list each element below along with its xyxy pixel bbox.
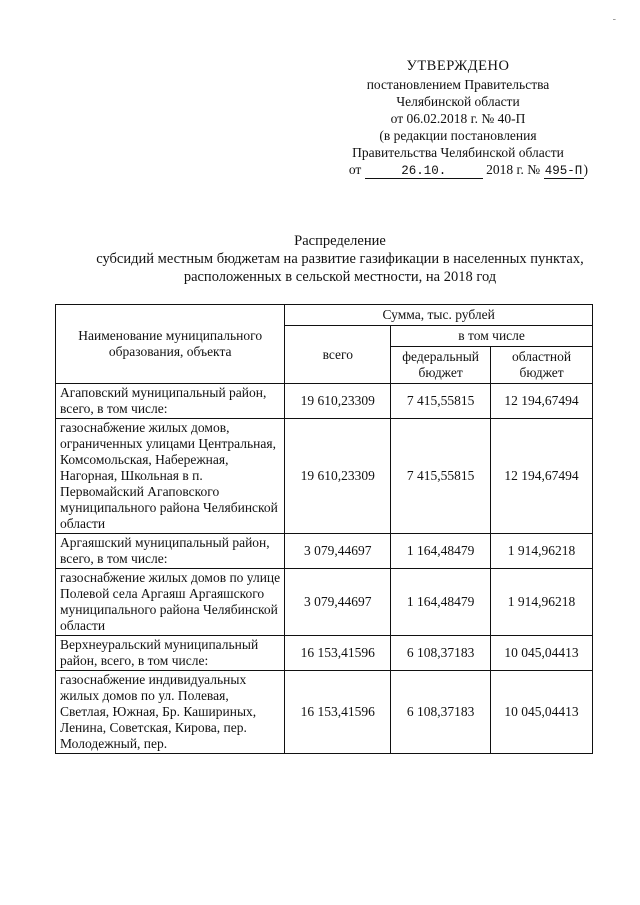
row-name: газоснабжение жилых домов, ограниченных улицами Центральная, Комсомольская, Набережная, Нагорная, Школьная в п. Первомайский Агаповского муниципального района Челябинской области <box>56 419 285 534</box>
table-row <box>56 671 593 754</box>
row-total: 16 153,41596 <box>285 671 391 754</box>
table-row <box>56 419 593 534</box>
row-regional: 1 914,96218 <box>491 534 593 569</box>
row-federal: 6 108,37183 <box>391 671 491 754</box>
row-total: 19 610,23309 <box>285 419 391 534</box>
date-suffix: 2018 г. № <box>486 162 541 177</box>
title-line: Распределение <box>294 233 386 249</box>
row-name: Верхнеуральский муниципальный район, всего, в том числе: <box>56 636 285 671</box>
row-regional: 10 045,04413 <box>491 671 593 754</box>
corner-mark: - <box>612 14 616 25</box>
row-total: 19 610,23309 <box>285 384 391 419</box>
row-regional: 1 914,96218 <box>491 569 593 636</box>
row-name: Аргаяшский муниципальный район, всего, в том числе: <box>56 534 285 569</box>
distribution-table <box>55 304 593 754</box>
approval-line: от 06.02.2018 г. № 40-П <box>390 111 526 126</box>
header-sum: Сумма, тыс. рублей <box>285 305 593 326</box>
row-federal: 7 415,55815 <box>391 384 491 419</box>
row-regional: 12 194,67494 <box>491 419 593 534</box>
header-federal: федеральный бюджет <box>391 347 491 384</box>
date-prefix: от <box>348 162 362 177</box>
table-row <box>56 636 593 671</box>
approval-line: Челябинской области <box>396 94 520 109</box>
row-name: газоснабжение жилых домов по улице Полевой села Аргаяш Аргаяшского муниципального района Челябинской области <box>56 569 285 636</box>
amendment-date-line <box>328 161 588 179</box>
header-total: всего <box>285 326 391 384</box>
row-name: газоснабжение индивидуальных жилых домов по ул. Полевая, Светлая, Южная, Бр. Кашириных, Ленина, Советская, Кирова, пер. Молодежный, пер. <box>56 671 285 754</box>
document-title <box>60 232 620 286</box>
row-federal: 1 164,48479 <box>391 534 491 569</box>
table-row <box>56 384 593 419</box>
header-name: Наименование муниципального образования, объекта <box>56 305 285 384</box>
approval-line: постановлением Правительства <box>366 77 550 92</box>
row-federal: 6 108,37183 <box>391 636 491 671</box>
table-row <box>56 569 593 636</box>
header-including: в том числе <box>391 326 593 347</box>
table-row <box>56 534 593 569</box>
row-total: 16 153,41596 <box>285 636 391 671</box>
row-total: 3 079,44697 <box>285 569 391 636</box>
approval-block <box>328 58 588 179</box>
header-regional: областной бюджет <box>491 347 593 384</box>
row-total: 3 079,44697 <box>285 534 391 569</box>
amendment-date-field: 26.10. <box>365 164 483 179</box>
row-federal: 7 415,55815 <box>391 419 491 534</box>
approval-line: Правительства Челябинской области <box>352 145 564 160</box>
closing-paren: ) <box>583 162 588 177</box>
approval-heading: УТВЕРЖДЕНО <box>406 58 510 74</box>
amendment-number-field: 495-П <box>544 164 583 178</box>
row-regional: 12 194,67494 <box>491 384 593 419</box>
title-line: субсидий местным бюджетам на развитие газификации в населенных пунктах, <box>96 251 584 267</box>
title-line: расположенных в сельской местности, на 2018 год <box>183 269 497 285</box>
row-regional: 10 045,04413 <box>491 636 593 671</box>
row-federal: 1 164,48479 <box>391 569 491 636</box>
row-name: Агаповский муниципальный район, всего, в том числе: <box>56 384 285 419</box>
approval-line: (в редакции постановления <box>379 128 537 143</box>
